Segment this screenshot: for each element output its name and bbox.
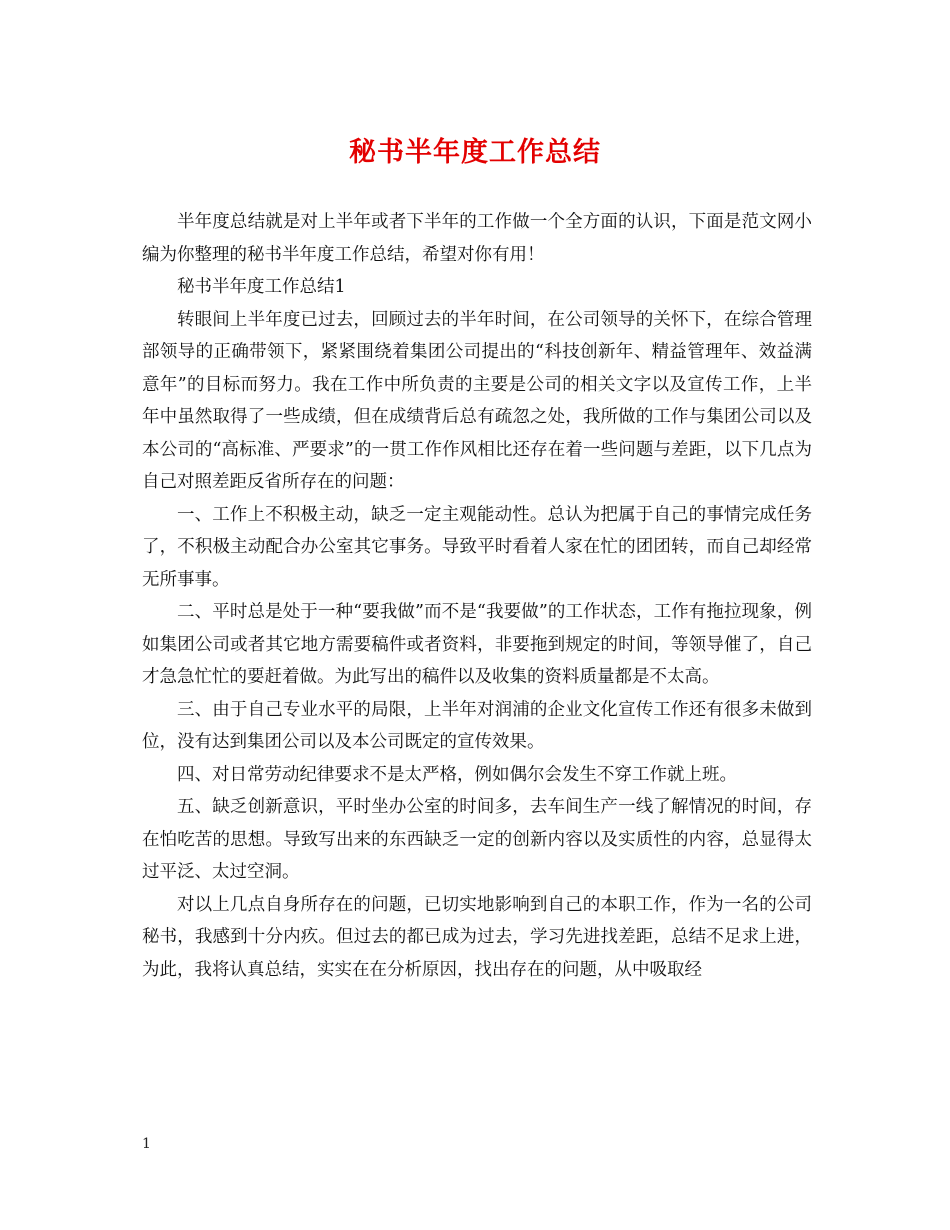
paragraph-issue-2: 二、平时总是处于一种“要我做”而不是“我要做”的工作状态，工作有拖拉现象，例如集团公司或者其它地方需要稿件或者资料，非要拖到规定的时间，等领导催了，自己才急急忙忙的要赶着做。为此写出的稿件以及收集的资料质量都是不太高。 — [142, 602, 812, 687]
paragraph-intro: 半年度总结就是对上半年或者下半年的工作做一个全方面的认识，下面是范文网小编为你整理的秘书半年度工作总结，希望对你有用！ — [142, 212, 812, 265]
paragraph-overview: 转眼间上半年度已过去，回顾过去的半年时间，在公司领导的关怀下，在综合管理部领导的正确带领下，紧紧围绕着集团公司提出的“科技创新年、精益管理年、效益满意年”的目标而努力。我在工作中所负责的主要是公司的相关文字以及宣传工作，上半年中虽然取得了一些成绩，但在成绩背后总有疏忽之处，我所做的工作与集团公司以及本公司的“高标准、严要求”的一贯工作作风相比还存在着一些问题与差距，以下几点为自己对照差距反省所存在的问题： — [142, 309, 812, 492]
section-heading: 秘书半年度工作总结1 — [177, 277, 346, 297]
document-body — [142, 206, 812, 986]
paragraph-issue-5: 五、缺乏创新意识，平时坐办公室的时间多，去车间生产一线了解情况的时间，存在怕吃苦的思想。导致写出来的东西缺乏一定的创新内容以及实质性的内容，总显得太过平泛、太过空洞。 — [142, 797, 812, 882]
paragraph-reflection: 对以上几点自身所存在的问题，已切实地影响到自己的本职工作，作为一名的公司秘书，我感到十分内疚。但过去的都已成为过去，学习先进找差距，总结不足求上进，为此，我将认真总结，实实在在分析原因，找出存在的问题，从中吸取经 — [142, 894, 812, 980]
document-title: 秘书半年度工作总结 — [349, 137, 601, 168]
paragraph-issue-4: 四、对日常劳动纪律要求不是太严格，例如偶尔会发生不穿工作就上班。 — [177, 764, 737, 785]
page-number: 1 — [142, 1136, 151, 1152]
paragraph-issue-1: 一、工作上不积极主动，缺乏一定主观能动性。总认为把属于自己的事情完成任务了，不积极主动配合办公室其它事务。导致平时看着人家在忙的团团转，而自己却经常无所事事。 — [142, 504, 812, 590]
paragraph-issue-3: 三、由于自己专业水平的局限，上半年对润浦的企业文化宣传工作还有很多未做到位，没有达到集团公司以及本公司既定的宣传效果。 — [142, 699, 812, 752]
